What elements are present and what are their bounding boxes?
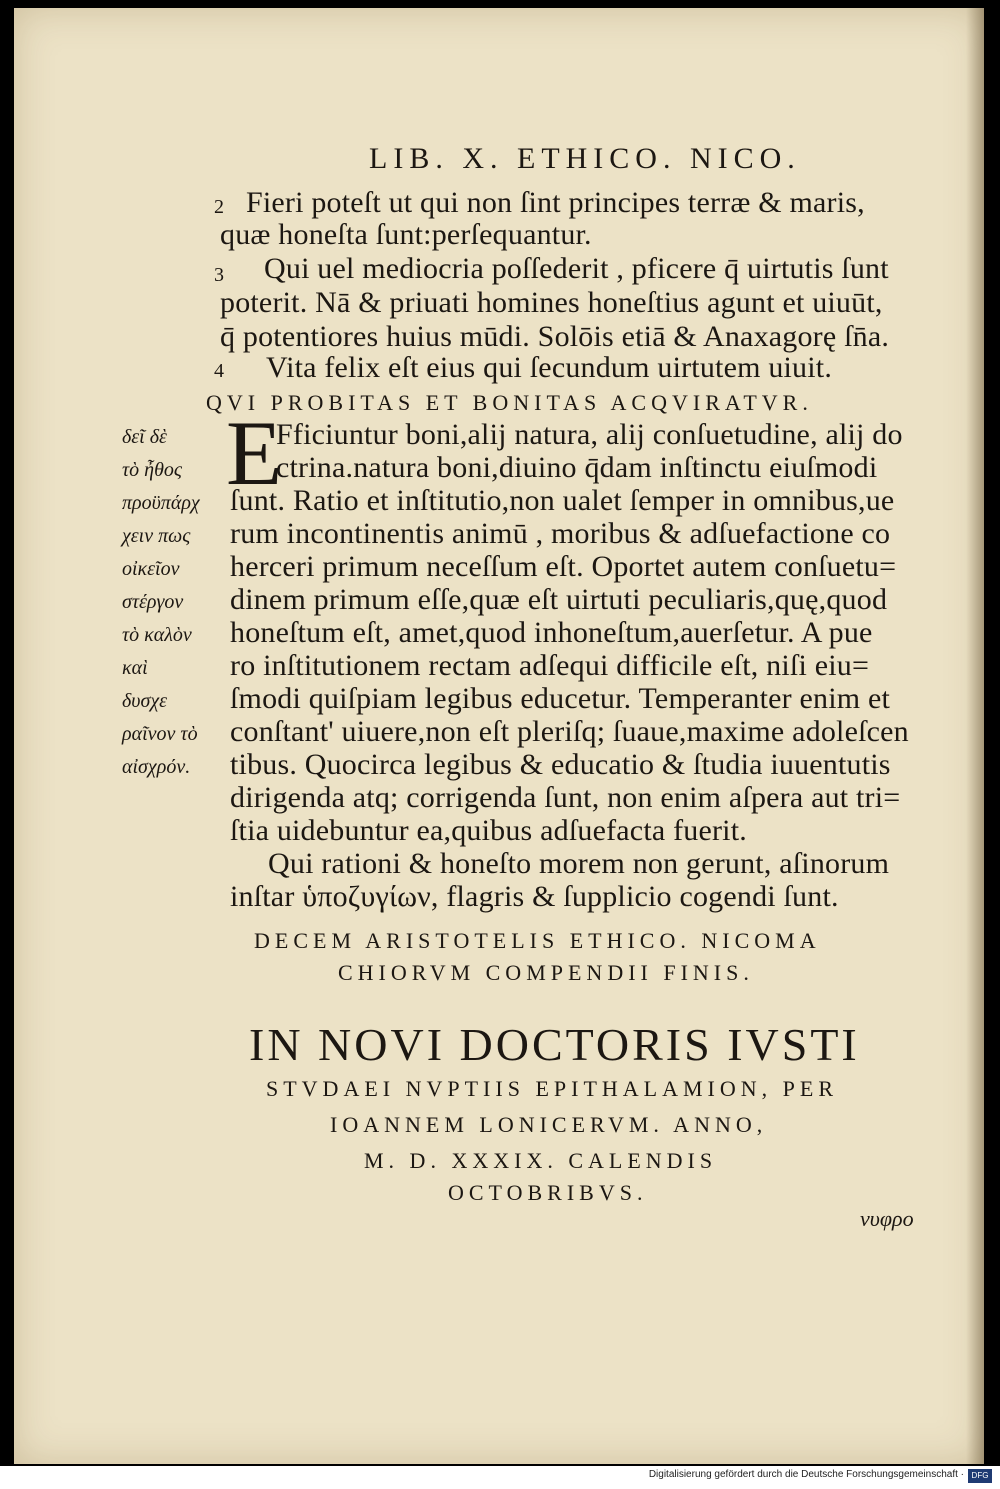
footer-bar (0, 1466, 1000, 1489)
book-page (14, 8, 984, 1464)
marginal-note: τὸ καλὸν (122, 624, 192, 646)
marginal-note: στέργον (122, 591, 184, 613)
line-number: 4 (214, 360, 224, 382)
section-heading: QVI PROBITAS ET BONITAS ACQVIRATVR. (206, 390, 813, 415)
marginal-note: καὶ (122, 657, 148, 679)
body-line: rum incontinentis animū , moribus & adſuefactione co (230, 517, 891, 550)
body-line: dinem primum eſſe,quæ eſt uirtuti peculiaris,quę,quod (230, 583, 888, 616)
finis-line: CHIORVM COMPENDII FINIS. (338, 960, 754, 985)
body-line: conſtant' uiuere,non eſt pleriſq; ſuaue,maxime adoleſcen (230, 715, 909, 748)
body-line: ctrina.natura boni,diuino q̄dam inſtinctu eiuſmodi (276, 451, 878, 484)
body-line: ſmodi quiſpiam legibus educetur. Temperanter enim et (230, 682, 891, 715)
marginal-note: προϋπάρχ (122, 492, 200, 514)
text-line: Qui uel mediocria poſſederit , pficere q̄ uirtutis ſunt (264, 252, 889, 285)
marginal-note: αἰσχρόν. (122, 756, 191, 778)
marginal-note: ραῖνον τὸ (122, 723, 198, 745)
marginal-note: οἰκεῖον (122, 558, 180, 580)
finis-line: DECEM ARISTOTELIS ETHICO. NICOMA (254, 928, 821, 953)
marginal-note: χειν πως (122, 525, 191, 547)
body-line: tibus. Quocirca legibus & educatio & ſtudia iuuentutis (230, 748, 891, 781)
marginal-note: τὸ ἦθος (122, 459, 183, 481)
title-line: OCTOBRIBVS. (448, 1180, 648, 1205)
body-line: herceri primum neceſſum eſt. Oportet autem conſuetu= (230, 550, 897, 583)
body-line: ro inſtitutionem rectam adſequi difficile eſt, niſi eiu= (230, 649, 870, 682)
line-number: 2 (214, 196, 224, 218)
funding-credit: Digitalisierung gefördert durch die Deutsche Forschungsgemeinschaft · (648, 1469, 964, 1480)
page-edge-shadow (966, 8, 984, 1464)
catchword: νυφρο (860, 1206, 914, 1231)
body-line: ſtia uidebuntur ea,quibus adſuefacta fuerit. (230, 814, 747, 847)
text-line: Fieri poteſt ut qui non ſint principes terræ & maris, (246, 186, 865, 219)
running-head: LIB. X. ETHICO. NICO. (369, 142, 801, 175)
body-line: Qui rationi & honeſto morem non gerunt, aſinorum (268, 847, 890, 880)
text-line: q̄ potentiores huius mūdi. Solōis etiā & Anaxagorę ſn̄a. (220, 320, 890, 353)
title-line: IOANNEM LONICERVM. ANNO, (330, 1112, 768, 1137)
text-line: poterit. Nā & priuati homines honeſtius agunt et uiuūt, (220, 286, 883, 319)
body-line: Fficiuntur boni,alij natura, alij conſuetudine, alij do (276, 418, 903, 451)
drop-capital: E (226, 402, 283, 504)
title-line: STVDAEI NVPTIIS EPITHALAMION, PER (266, 1076, 838, 1101)
body-line: honeſtum eſt, amet,quod inhoneſtum,auerſetur. A pue (230, 616, 873, 649)
marginal-note: δεῖ δὲ (122, 426, 167, 448)
marginal-note: δυσχε (122, 690, 168, 712)
title-main: IN NOVI DOCTORIS IVSTI (249, 1019, 860, 1070)
body-line: ſunt. Ratio et inſtitutio,non ualet ſemper in omnibus,ue (230, 484, 895, 517)
title-line: M. D. XXXIX. CALENDIS (364, 1148, 718, 1173)
line-number: 3 (214, 264, 224, 286)
body-line: dirigenda atq; corrigenda ſunt, non enim aſpera aut tri= (230, 781, 901, 814)
dfg-logo: DFG (968, 1469, 992, 1483)
text-line: quæ honeſta ſunt:perſequantur. (220, 218, 592, 251)
body-line: inſtar ὑποζυγίων, flagris & ſupplicio cogendi ſunt. (230, 880, 839, 913)
text-line: Vita felix eſt eius qui ſecundum uirtutem uiuit. (266, 351, 833, 384)
